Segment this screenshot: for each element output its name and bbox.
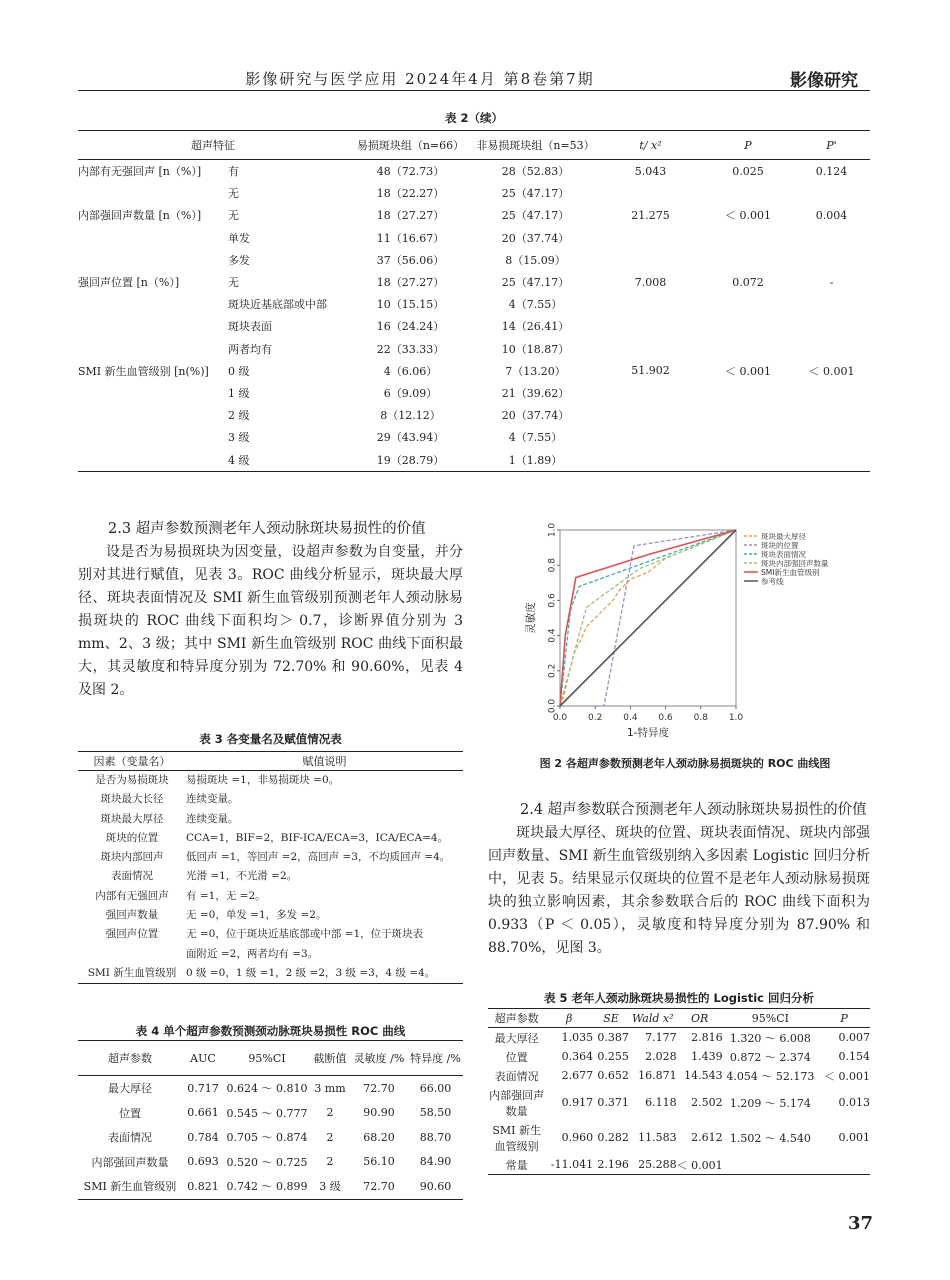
table2-cell: 斑块近基底部或中部 xyxy=(228,298,327,312)
table2-cell xyxy=(78,338,228,360)
journal-line: 影像研究与医学应用 2024年4月 第8卷第7期 xyxy=(245,70,595,88)
table5-header: 95%CI xyxy=(723,1009,819,1028)
table5-caption: 表 5 老年人颈动脉斑块易损性的 Logistic 回归分析 xyxy=(543,991,815,1005)
table2-cell: 25（47.17） xyxy=(501,276,570,290)
journal-badge: 影像研究 xyxy=(790,71,858,91)
table2-cell: 51.902 xyxy=(631,364,670,378)
table2-cell xyxy=(793,227,870,249)
table3-row xyxy=(78,848,463,867)
table5-cell: 0.960 xyxy=(561,1131,594,1144)
table2-cell xyxy=(598,426,703,448)
table2-cell: 18（27.27） xyxy=(376,276,445,290)
table2-cell: ＜ 0.001 xyxy=(725,364,771,378)
table3-header: 赋值说明 xyxy=(186,752,463,771)
table2-cell xyxy=(598,249,703,271)
table5-cell: 0.652 xyxy=(597,1069,629,1082)
table2-caption: 表 2（续） xyxy=(444,111,503,125)
table2-cell: 10（18.87） xyxy=(501,342,570,356)
table5-cell: 2.677 xyxy=(561,1069,594,1082)
table2-cell: 29（43.94） xyxy=(376,431,445,445)
table4-cell: 最大厚径 xyxy=(108,1082,152,1096)
table2-cell xyxy=(793,448,870,471)
table5-row xyxy=(488,1066,870,1085)
table5-cell: 2.816 xyxy=(691,1031,723,1044)
table5-cell: 0.255 xyxy=(597,1050,629,1063)
table2-cell: 0.004 xyxy=(815,208,848,222)
table2-cell xyxy=(793,426,870,448)
table5-cell: 0.387 xyxy=(597,1031,629,1044)
section-2-4-paragraph: 斑块最大厚径、斑块的位置、斑块表面情况、斑块内部强回声数量、SMI 新生血管级别纳入多因素 Logistic 回归分析中，见表 5。结果显示仅斑块的位置不是老年人颈动脉易损斑块的独立影响因素，其余参数联合后的 ROC 曲线下面积为 0.933（P ＜ 0.05），灵敏度和特异度分别为 87.90% 和 88.70%，见图 3。 xyxy=(488,825,870,956)
table2-cell xyxy=(703,426,793,448)
table2-cell xyxy=(703,382,793,404)
table2-cell: 20（37.74） xyxy=(501,231,570,245)
table2-cell xyxy=(793,404,870,426)
table2-cell: 两者均有 xyxy=(228,342,272,356)
table2-cell xyxy=(703,293,793,315)
table3-cell: 斑块最大厚径 xyxy=(100,812,164,825)
table5-cell: 25.288 xyxy=(629,1155,677,1175)
table5-cell: 7.177 xyxy=(645,1031,677,1044)
table2-cell xyxy=(793,315,870,337)
table2-cell: 内部强回声数量 [n（%）] xyxy=(78,209,202,223)
table2-row xyxy=(78,271,870,293)
table2-cell xyxy=(598,182,703,204)
table3-cell: 无 =0，单发 =1，多发 =2。 xyxy=(186,909,327,922)
y-tick-label: 0.4 xyxy=(547,628,558,643)
table2-header: P xyxy=(703,131,793,160)
table2-row xyxy=(78,204,870,226)
table3-row xyxy=(78,906,463,925)
roc-chart xyxy=(520,522,870,752)
table4-cell: 0.624 ～ 0.810 xyxy=(226,1082,308,1096)
table5-cell: 11.583 xyxy=(638,1131,677,1144)
table5-cell: 0.007 xyxy=(838,1031,870,1044)
table2-row xyxy=(78,182,870,204)
table5-row xyxy=(488,1155,870,1175)
table4-cell: 68.20 xyxy=(363,1130,395,1144)
table2-cell: 有 xyxy=(228,165,239,179)
table2-cell xyxy=(793,182,870,204)
table2-row xyxy=(78,315,870,337)
table4-cell: 66.00 xyxy=(419,1081,452,1095)
table3-cell: 强回声位置 xyxy=(105,928,159,941)
table4-row xyxy=(78,1174,463,1199)
section-2-3-title: 2.3 超声参数预测老年人颈动脉斑块易损性的价值 xyxy=(108,521,426,537)
table2-cell xyxy=(703,338,793,360)
table2-cell xyxy=(703,448,793,471)
x-tick-label: 0.8 xyxy=(693,713,708,723)
table2-cell: 28（52.83） xyxy=(501,165,570,179)
table5-cell: 内部强回声数量 xyxy=(489,1088,545,1118)
table4-cell: 2 xyxy=(326,1106,334,1120)
table2-cell: 22（33.33） xyxy=(376,342,445,356)
table5-row xyxy=(488,1085,870,1120)
table3-header: 因素（变量名） xyxy=(78,752,186,771)
table5-cell xyxy=(723,1155,819,1175)
table2-cell: 0.124 xyxy=(815,164,848,178)
table4-cell: 58.50 xyxy=(419,1106,452,1120)
table5-cell: 常量 xyxy=(488,1155,545,1175)
table3-row xyxy=(78,964,463,984)
table5-cell: 2.028 xyxy=(645,1050,677,1063)
table2-row xyxy=(78,160,870,183)
table2-cell: 20（37.74） xyxy=(501,409,570,423)
table2-cell xyxy=(703,315,793,337)
table2-cell: 14（26.41） xyxy=(501,320,570,334)
legend-entry: SMI新生血管级别 xyxy=(761,568,820,577)
table4-cell: 0.693 xyxy=(187,1155,219,1169)
table2-header: t/ x² xyxy=(598,131,703,160)
x-tick-label: 0.4 xyxy=(623,713,638,723)
table2-cell: 无 xyxy=(228,209,239,223)
section-2-4-body xyxy=(488,822,870,960)
table5-header: SE xyxy=(593,1009,629,1028)
legend-entry: 斑块表面情况 xyxy=(761,550,806,559)
table3-cell: 易损斑块 =1，非易损斑块 =0。 xyxy=(186,774,340,786)
table2-cell xyxy=(598,315,703,337)
table2-cell: 4（7.55） xyxy=(508,298,563,312)
table2-cell xyxy=(598,448,703,471)
table5-header: P xyxy=(818,1009,870,1028)
table5-row xyxy=(488,1120,870,1155)
y-tick-label: 0.2 xyxy=(547,663,558,678)
table4-header: 超声参数 xyxy=(78,1041,182,1076)
table2-cell: 3 级 xyxy=(228,431,250,445)
table4-cell: 内部强回声数量 xyxy=(91,1155,169,1169)
table4-caption: 表 4 单个超声参数预测颈动脉斑块易损性 ROC 曲线 xyxy=(135,1024,406,1038)
table3-cell: 斑块的位置 xyxy=(105,831,159,844)
table2-cell: ＜ 0.001 xyxy=(808,364,855,378)
table4-cell: 88.70 xyxy=(419,1130,452,1144)
table2-cell: 11（16.67） xyxy=(376,231,445,245)
table2-cell: 强回声位置 [n（%）] xyxy=(78,276,180,290)
table2-row xyxy=(78,426,870,448)
table3-cell: 表面情况 xyxy=(111,870,153,883)
table3-cell: 无 =0，位于斑块近基底部或中部 =1，位于斑块表 xyxy=(186,928,424,941)
y-axis-label: 灵敏度 xyxy=(525,602,537,634)
table4-row xyxy=(78,1150,463,1175)
table3-row xyxy=(78,925,463,944)
table3-header-row xyxy=(78,752,463,771)
table4 xyxy=(78,1040,463,1200)
table3-row xyxy=(78,867,463,886)
table3-cell: 连续变量。 xyxy=(186,793,239,806)
table5-cell: 0.154 xyxy=(838,1050,870,1063)
table5-cell: 16.871 xyxy=(638,1069,677,1082)
table2-header: 易损斑块组（n=66） xyxy=(348,131,473,160)
table5-cell: 最大厚径 xyxy=(494,1031,539,1045)
table4-cell: 0.821 xyxy=(182,1174,224,1199)
table3-cell: SMI 新生血管级别 xyxy=(78,964,186,984)
table2-cell xyxy=(78,227,228,249)
table3-cell: CCA=1，BIF=2，BIF-ICA/ECA=3，ICA/ECA=4。 xyxy=(186,831,449,844)
table3-cell: 低回声 =1，等回声 =2，高回声 =3，不均质回声 =4。 xyxy=(186,851,451,864)
table3-cell xyxy=(78,945,186,964)
legend-entry: 斑块内部强回声数量 xyxy=(761,559,829,568)
table5-cell: 0.001 xyxy=(838,1131,870,1144)
table4-cell: 84.90 xyxy=(419,1155,452,1169)
table5-cell: 2.502 xyxy=(691,1096,723,1109)
table2-cell xyxy=(598,227,703,249)
table4-cell: 位置 xyxy=(119,1106,141,1120)
table4-header: 灵敏度 /% xyxy=(350,1041,408,1076)
legend-entry: 斑块最大厚径 xyxy=(761,532,806,541)
table4-header: 95%CI xyxy=(224,1041,310,1076)
table2-cell: 2 级 xyxy=(228,409,250,423)
roc-series-line xyxy=(560,530,736,706)
table5-header: 超声参数 xyxy=(488,1009,545,1028)
table2-cell xyxy=(793,382,870,404)
table2-header: 非易损斑块组（n=53） xyxy=(473,131,598,160)
table5-cell: SMI 新生血管级别 xyxy=(492,1123,541,1153)
table2-cell xyxy=(78,404,228,426)
table2-cell: - xyxy=(829,275,834,289)
table4-cell: 0.520 ～ 0.725 xyxy=(226,1155,308,1169)
table2-header-row xyxy=(78,131,870,160)
table2-row xyxy=(78,360,870,382)
table2-cell: 18（22.27） xyxy=(376,187,445,201)
table2-cell: 21.275 xyxy=(631,208,670,222)
table4-row xyxy=(78,1101,463,1126)
table4-cell: 0.742 ～ 0.899 xyxy=(224,1174,310,1199)
table5-cell: 位置 xyxy=(505,1050,528,1064)
table2-cell: 8（15.09） xyxy=(505,253,566,267)
page-number: 37 xyxy=(848,1213,874,1234)
table2-row xyxy=(78,404,870,426)
table5-header: Wald x² xyxy=(629,1009,677,1028)
table2-cell xyxy=(598,338,703,360)
table3-cell: 有 =1，无 =2。 xyxy=(186,889,266,902)
table4-cell: 0.784 xyxy=(187,1130,219,1144)
section-2-4-title: 2.4 超声参数联合预测老年人颈动脉斑块易损性的价值 xyxy=(520,802,867,818)
table5-cell: 表面情况 xyxy=(494,1069,539,1083)
table5-cell: 6.118 xyxy=(645,1096,677,1109)
table2-cell: 48（72.73） xyxy=(376,165,445,179)
table5-row xyxy=(488,1047,870,1066)
y-tick-label: 0.8 xyxy=(547,558,558,573)
table2-header: 超声特征 xyxy=(78,131,348,160)
table4-header: 特异度 /% xyxy=(408,1041,463,1076)
table2-cell xyxy=(793,249,870,271)
table2-cell: 4（6.06） xyxy=(383,364,438,378)
table2-cell xyxy=(78,249,228,271)
table2-cell: 10（15.15） xyxy=(376,298,445,312)
table3-cell: 光滑 =1，不光滑 =2。 xyxy=(186,870,298,883)
table5-cell: ＜ 0.001 xyxy=(824,1069,870,1083)
table5-cell: 1.439 xyxy=(691,1050,723,1063)
table2-cell xyxy=(78,182,228,204)
table2-cell: 37（56.06） xyxy=(376,253,445,267)
table2-cell: 7.008 xyxy=(634,275,667,289)
table2-cell: 无 xyxy=(228,187,239,201)
table4-cell: 0.661 xyxy=(187,1106,219,1120)
table2-cell: 4 级 xyxy=(228,448,348,471)
table5-cell: 2.196 xyxy=(593,1155,629,1175)
x-tick-label: 0.6 xyxy=(658,713,673,723)
y-tick-label: 0.6 xyxy=(547,593,558,608)
table2-cell: 1（1.89） xyxy=(473,448,598,471)
table2-cell xyxy=(703,249,793,271)
table5-cell: 0.282 xyxy=(597,1131,629,1144)
table3 xyxy=(78,751,463,984)
table2 xyxy=(78,130,870,472)
table4-cell: 0.705 ～ 0.874 xyxy=(226,1131,308,1145)
header-rule xyxy=(78,90,870,91)
table2-cell: 内部有无强回声 [n（%）] xyxy=(78,165,202,179)
table4-header-row xyxy=(78,1041,463,1076)
table3-cell: 连续变量。 xyxy=(186,812,239,825)
table4-cell: 72.70 xyxy=(363,1081,395,1095)
section-2-3-body xyxy=(78,541,463,702)
table2-row xyxy=(78,249,870,271)
table2-cell: 斑块表面 xyxy=(228,320,272,334)
x-axis-label: 1-特异度 xyxy=(627,727,669,739)
table3-row xyxy=(78,771,463,791)
table2-cell: 16（24.24） xyxy=(376,320,445,334)
table4-cell: 表面情况 xyxy=(108,1131,152,1145)
table5-header: OR xyxy=(677,1009,723,1028)
table2-cell xyxy=(793,338,870,360)
table3-cell: 内部有无强回声 xyxy=(95,889,169,902)
x-tick-label: 0.0 xyxy=(552,713,568,723)
table3-row xyxy=(78,829,463,848)
table5-cell: 1.502 ～ 4.540 xyxy=(729,1131,811,1145)
table2-row xyxy=(78,338,870,360)
table2-cell xyxy=(78,382,228,404)
table5-cell: 0.371 xyxy=(597,1096,629,1109)
table2-cell xyxy=(703,227,793,249)
table5-cell: 4.054 ～ 52.173 xyxy=(726,1069,815,1083)
table4-header: AUC xyxy=(182,1041,224,1076)
table2-row xyxy=(78,227,870,249)
table2-cell: 6（9.09） xyxy=(383,386,438,400)
table4-cell: 0.717 xyxy=(187,1081,219,1095)
table2-cell: ＜ 0.001 xyxy=(725,209,771,223)
table2-cell xyxy=(703,404,793,426)
table2-header: P' xyxy=(793,131,870,160)
table2-cell: 19（28.79） xyxy=(348,448,473,471)
table2-cell xyxy=(598,382,703,404)
table4-cell: 2 xyxy=(326,1130,334,1144)
y-tick-label: 1.0 xyxy=(547,522,558,538)
table2-cell: SMI 新生血管级别 [n(%)] xyxy=(78,364,209,378)
table2-row xyxy=(78,293,870,315)
table4-cell: SMI 新生血管级别 xyxy=(78,1174,182,1199)
table5-header-row xyxy=(488,1009,870,1028)
table2-cell: 多发 xyxy=(228,253,250,267)
table5-cell: 2.612 xyxy=(691,1131,723,1144)
legend-entry: 斑块的位置 xyxy=(761,541,799,550)
table2-cell: 0 级 xyxy=(228,364,250,378)
table5-cell: -11.041 xyxy=(545,1155,593,1175)
table4-cell: 72.70 xyxy=(350,1174,408,1199)
table5-cell xyxy=(818,1155,870,1175)
table4-cell: 2 xyxy=(326,1155,334,1169)
table2-cell xyxy=(78,426,228,448)
table3-cell: 0 级 =0，1 级 =1，2 级 =2，3 级 =3，4 级 =4。 xyxy=(186,964,463,984)
table5-cell: 1.320 ～ 6.008 xyxy=(729,1031,811,1045)
table2-cell: 4（7.55） xyxy=(508,431,563,445)
table2-cell xyxy=(78,448,228,471)
table2-cell xyxy=(598,404,703,426)
table2-cell: 0.025 xyxy=(732,164,764,178)
table2-row xyxy=(78,382,870,404)
table5-cell: 0.872 ～ 2.374 xyxy=(729,1050,811,1064)
table2-cell: 5.043 xyxy=(634,164,667,178)
table5-cell: 14.543 xyxy=(684,1069,723,1082)
table5-cell: ＜ 0.001 xyxy=(677,1155,723,1175)
table2-cell xyxy=(703,182,793,204)
table4-cell: 3 mm xyxy=(314,1081,346,1095)
table4-cell: 90.90 xyxy=(363,1106,395,1120)
table3-cell: 面附近 =2，两者均有 =3。 xyxy=(186,947,319,960)
table2-cell xyxy=(78,293,228,315)
legend-entry: 参考线 xyxy=(761,577,784,586)
table2-cell: 18（27.27） xyxy=(376,209,445,223)
table3-cell: 斑块最大长径 xyxy=(100,793,164,806)
table3-caption: 表 3 各变量名及赋值情况表 xyxy=(199,732,342,746)
table5-cell: 1.035 xyxy=(561,1031,594,1044)
table5-header: β xyxy=(545,1009,593,1028)
table2-cell: 单发 xyxy=(228,231,250,245)
table3-row xyxy=(78,945,463,964)
table4-header: 截断值 xyxy=(310,1041,350,1076)
table4-cell: 3 级 xyxy=(310,1174,350,1199)
table2-cell: 25（47.17） xyxy=(501,209,570,223)
table4-cell: 0.545 ～ 0.777 xyxy=(226,1106,308,1120)
table4-cell: 90.60 xyxy=(408,1174,463,1199)
table4-row xyxy=(78,1076,463,1101)
table2-cell: 0.072 xyxy=(732,275,764,289)
table5 xyxy=(488,1008,870,1175)
table3-cell: 斑块内部回声 xyxy=(100,851,164,864)
table5-cell: 0.013 xyxy=(838,1096,870,1109)
x-tick-label: 1.0 xyxy=(728,713,744,723)
table2-cell: 7（13.20） xyxy=(505,364,566,378)
table5-cell: 0.917 xyxy=(561,1096,594,1109)
table3-row xyxy=(78,887,463,906)
table2-cell xyxy=(598,293,703,315)
table2-cell: 8（12.12） xyxy=(380,409,441,423)
table2-cell xyxy=(78,315,228,337)
table3-cell: 强回声数量 xyxy=(105,909,159,922)
table5-cell: 1.209 ～ 5.174 xyxy=(729,1096,811,1110)
table3-cell: 是否为易损斑块 xyxy=(95,774,169,786)
table2-row xyxy=(78,448,870,471)
table2-cell: 25（47.17） xyxy=(501,187,570,201)
table5-cell: 0.364 xyxy=(561,1050,594,1063)
table2-cell: 21（39.62） xyxy=(501,386,570,400)
x-tick-label: 0.2 xyxy=(588,713,603,723)
table2-cell xyxy=(793,293,870,315)
table2-cell: 1 级 xyxy=(228,386,250,400)
table4-cell: 56.10 xyxy=(363,1155,395,1169)
y-tick-label: 0.0 xyxy=(547,698,558,714)
section-2-3-paragraph: 设是否为易损斑块为因变量，设超声参数为自变量，并分别对其进行赋值，见表 3。ROC 曲线分析显示，斑块最大厚径、斑块表面情况及 SMI 新生血管级别预测老年人颈动脉易损斑块的 ROC 曲线下面积均＞ 0.7，诊断界值分别为 3 mm、2、3 级；其中 SMI 新生血管级别 ROC 曲线下面积最大，其灵敏度和特异度分别为 72.70% 和 90.60%，见表 4 及图 2。 xyxy=(78,544,463,698)
table2-cell: 无 xyxy=(228,276,239,290)
table4-row xyxy=(78,1125,463,1150)
table3-row xyxy=(78,810,463,829)
table5-row xyxy=(488,1028,870,1048)
table3-row xyxy=(78,790,463,809)
figure2-caption: 图 2 各超声参数预测老年人颈动脉易损斑块的 ROC 曲线图 xyxy=(539,757,831,770)
